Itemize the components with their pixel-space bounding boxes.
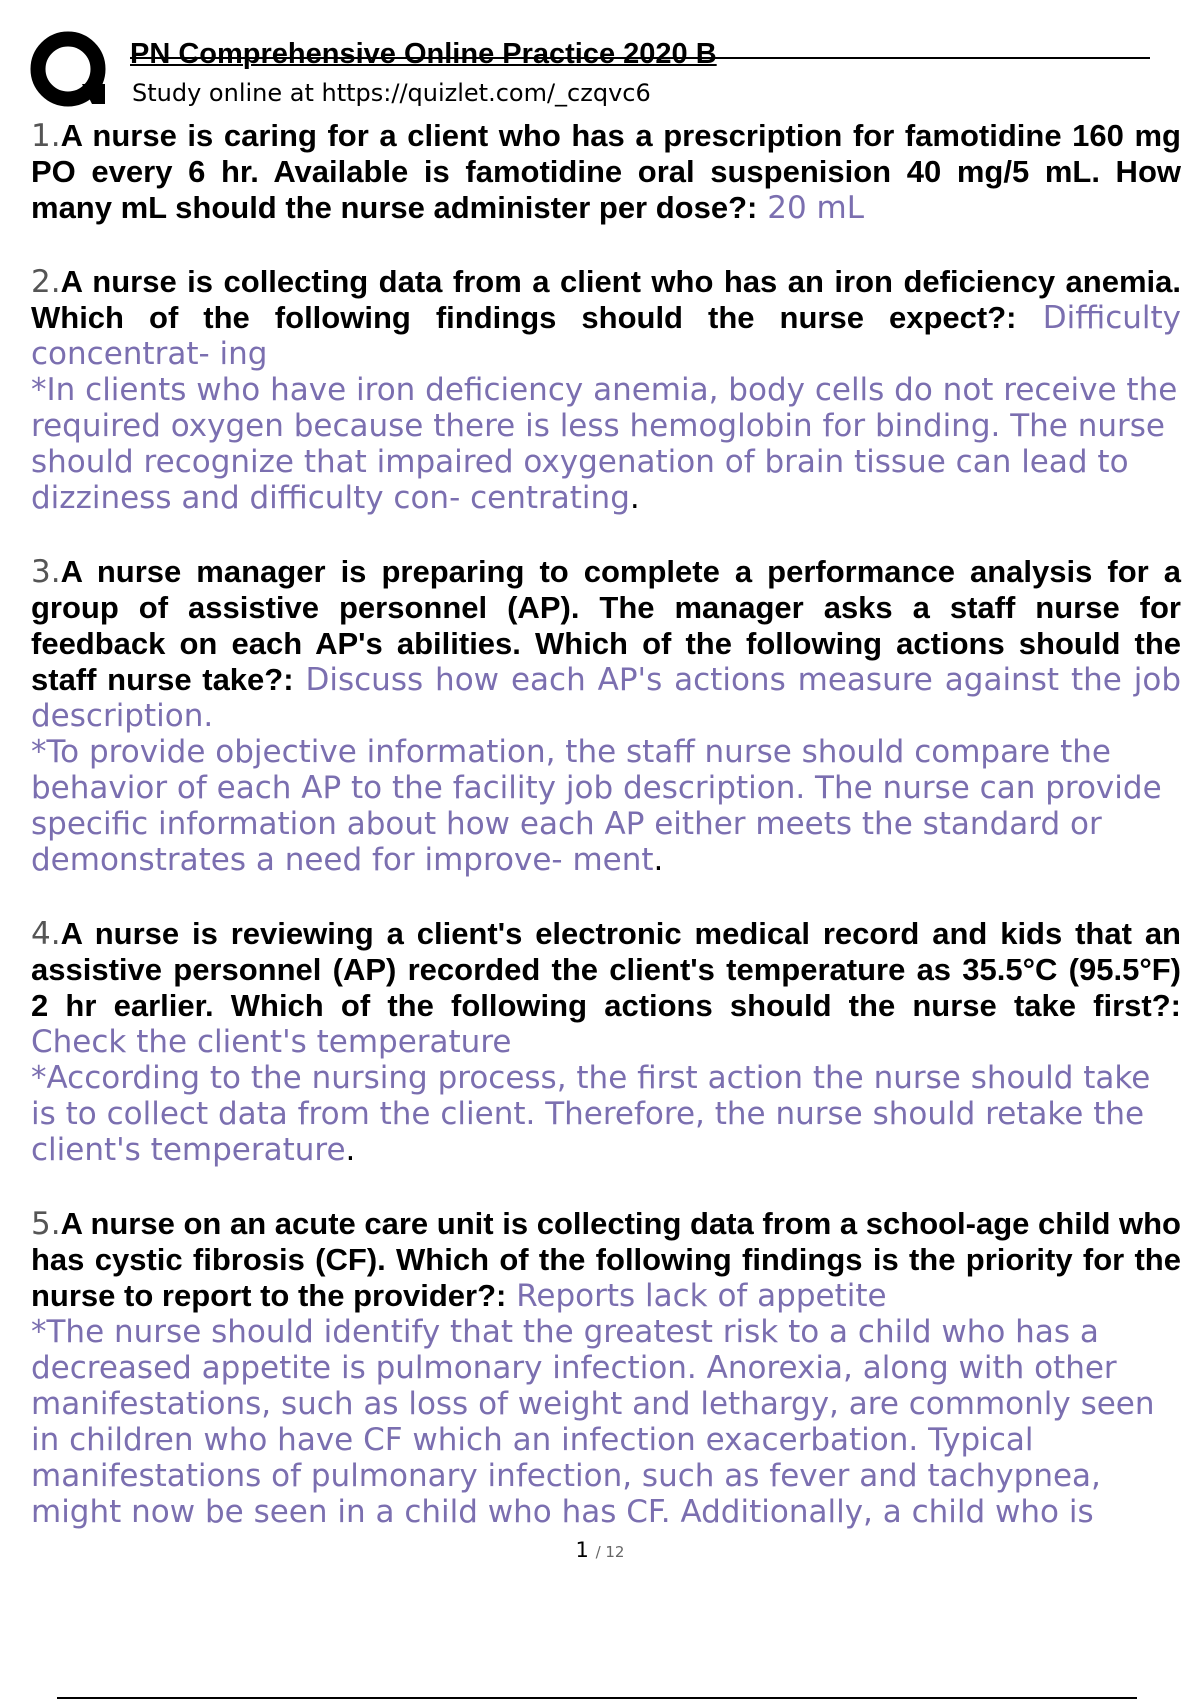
quizlet-logo-icon	[30, 30, 110, 110]
question-text: A nurse is reviewing a client's electronic medical record and kids that an assistive personnel (AP) recorded the client's temperature as 35.5°C (95.5°F) 2 hr earlier. Which of the following actions should the nurse take first?:	[31, 916, 1181, 1023]
question-text: A nurse is caring for a client who has a prescription for famotidine 160 mg PO every 6 hr. Available is famotidine oral suspenision 40 mg/5 mL. How many mL should the nurse administer per dose?:	[31, 118, 1181, 225]
rationale-text: *In clients who have iron deficiency anemia, body cells do not receive the required oxygen because there is less hemoglobin for binding. The nurse should recognize that impaired oxygenation of brain tissue can lead to dizziness and difficulty con- centrating	[31, 372, 1178, 516]
question-item-3	[31, 554, 1181, 878]
answer-text: Check the client's temperature	[31, 1024, 512, 1060]
question-number: 4.	[31, 916, 61, 952]
study-online-link[interactable]: Study online at https://quizlet.com/_czqvc6	[132, 79, 651, 107]
question-number: 2.	[31, 264, 61, 300]
rationale-block	[31, 1060, 1181, 1168]
page-current: 1	[575, 1538, 589, 1562]
question-block	[31, 554, 1181, 734]
page-number	[0, 1538, 1200, 1562]
answer-text: Difficulty concentrat- ing	[31, 300, 1181, 372]
question-item-5	[31, 1206, 1181, 1530]
rationale-block	[31, 372, 1181, 516]
question-text: A nurse is collecting data from a client who has an iron deficiency anemia. Which of the following findings should the nurse expect?:	[31, 264, 1181, 335]
question-list	[31, 118, 1181, 1568]
answer-text: Reports lack of appetite	[516, 1278, 887, 1314]
question-text: A nurse on an acute care unit is collecting data from a school-age child who has cystic fibrosis (CF). Which of the following findings is the priority for the nurse to report to the provider?:	[31, 1206, 1181, 1313]
rationale-block	[31, 1314, 1181, 1530]
question-text: A nurse manager is preparing to complete a performance analysis for a group of assistive personnel (AP). The manager asks a staff nurse for feedback on each AP's abilities. Which of the following actions should the staff nurse take?:	[31, 554, 1181, 697]
question-item-1	[31, 118, 1181, 226]
document-header	[30, 30, 1150, 110]
rationale-text: *To provide objective information, the staff nurse should compare the behavior of each AP to the facility job description. The nurse can provide specific information about how each AP either meets the standard or demonstrates a need for improve- ment	[31, 734, 1162, 878]
question-block	[31, 118, 1181, 226]
question-number: 5.	[31, 1206, 61, 1242]
question-number: 1.	[31, 118, 61, 154]
answer-text: Discuss how each AP's actions measure against the job description.	[31, 662, 1182, 734]
answer-text: 20 mL	[767, 190, 864, 226]
rationale-period: .	[653, 842, 664, 878]
question-block	[31, 916, 1181, 1060]
question-item-4	[31, 916, 1181, 1168]
rationale-period: .	[629, 480, 640, 516]
rationale-period: .	[345, 1132, 356, 1168]
question-number: 3.	[31, 554, 61, 590]
rationale-block	[31, 734, 1181, 878]
document-title: PN Comprehensive Online Practice 2020 B	[130, 38, 717, 70]
rationale-text: *The nurse should identify that the greatest risk to a child who has a decreased appetite is pulmonary infection. Anorexia, along with other manifestations, such as loss of weight and lethargy, are commonly seen in children who have CF which an infection exacerbation. Typical manifestations of pulmonary infection, such as fever and tachypnea, might now be seen in a child who has CF. Additionally, a child who is	[31, 1314, 1155, 1530]
footer-divider	[57, 1697, 1137, 1699]
question-block	[31, 1206, 1181, 1314]
question-item-2	[31, 264, 1181, 516]
page-total: / 12	[595, 1543, 625, 1561]
rationale-text: *According to the nursing process, the first action the nurse should take is to collect data from the client. Therefore, the nurse should retake the client's temperature	[31, 1060, 1151, 1168]
question-block	[31, 264, 1181, 372]
